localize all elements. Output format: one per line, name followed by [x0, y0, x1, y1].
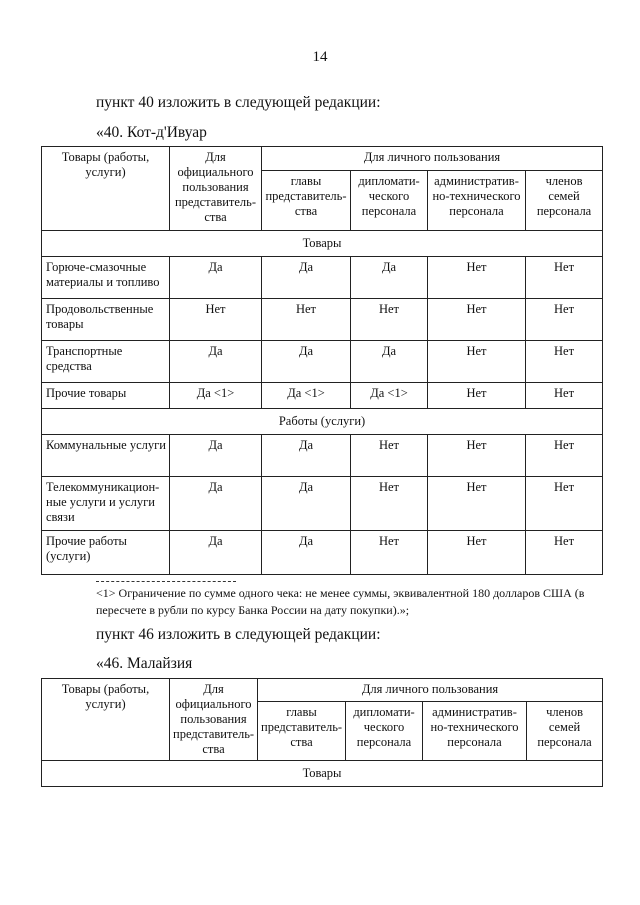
header-goods: Товары (работы, услуги): [42, 679, 170, 761]
header-diplomatic-staff: дипломати-ческого персонала: [346, 702, 423, 761]
cell-diplomatic: Нет: [351, 435, 428, 477]
section-works: Работы (услуги): [42, 409, 603, 435]
row-label: Транспортные средства: [42, 341, 170, 383]
cell-admin: Нет: [428, 257, 526, 299]
cell-head: Да: [262, 477, 351, 531]
cell-family: Нет: [526, 477, 603, 531]
table-row: [42, 341, 603, 383]
cell-head: Да: [262, 257, 351, 299]
cell-diplomatic: Нет: [351, 477, 428, 531]
cell-family: Нет: [526, 299, 603, 341]
country-heading-46: «46. Малайзия: [96, 655, 193, 672]
page-number: 14: [312, 49, 328, 65]
cell-head: Да: [262, 531, 351, 575]
row-label: Прочие работы (услуги): [42, 531, 170, 575]
cell-family: Нет: [526, 435, 603, 477]
footnote: <1> Ограничение по сумме одного чека: не менее суммы, эквивалентной 180 долларов США (в пересчете в рубли по курсу Банка России на дату покупки).»;: [96, 586, 585, 617]
row-label: Прочие товары: [42, 383, 170, 409]
section-goods: Товары: [42, 231, 603, 257]
cell-family: Нет: [526, 341, 603, 383]
cell-diplomatic: Да <1>: [351, 383, 428, 409]
cell-head: Нет: [262, 299, 351, 341]
header-official-use: Для официального пользования представитель-ства: [170, 147, 262, 231]
cell-official: Да: [170, 257, 262, 299]
cell-official: Да: [170, 341, 262, 383]
cell-family: Нет: [526, 383, 603, 409]
row-label: Телекоммуникацион-ные услуги и услуги связи: [42, 477, 170, 531]
cell-diplomatic: Да: [351, 257, 428, 299]
cell-admin: Нет: [428, 435, 526, 477]
header-admin-staff: административ-но-технического персонала: [423, 702, 527, 761]
header-family-members: членов семей персонала: [527, 702, 603, 761]
amendment-intro-40: пункт 40 изложить в следующей редакции:: [96, 94, 381, 111]
cell-official: Да: [170, 435, 262, 477]
cell-diplomatic: Нет: [351, 299, 428, 341]
row-label: Горюче-смазочные материалы и топливо: [42, 257, 170, 299]
footnote-separator: [96, 581, 236, 582]
cell-official: Да <1>: [170, 383, 262, 409]
cell-diplomatic: Да: [351, 341, 428, 383]
row-label: Коммунальные услуги: [42, 435, 170, 477]
table-row: [42, 383, 603, 409]
header-admin-staff: административ-но-технического персонала: [428, 171, 526, 231]
header-head-of-mission: главы представитель-ства: [262, 171, 351, 231]
country-heading-40: «40. Кот-д'Ивуар: [96, 124, 207, 141]
table-row: [42, 477, 603, 531]
cell-head: Да <1>: [262, 383, 351, 409]
cell-admin: Нет: [428, 477, 526, 531]
cell-admin: Нет: [428, 383, 526, 409]
amendment-intro-46: пункт 46 изложить в следующей редакции:: [96, 626, 381, 643]
cell-head: Да: [262, 435, 351, 477]
cell-head: Да: [262, 341, 351, 383]
table-row: [42, 299, 603, 341]
cell-diplomatic: Нет: [351, 531, 428, 575]
header-goods: Товары (работы, услуги): [42, 147, 170, 231]
cell-official: Да: [170, 531, 262, 575]
cell-family: Нет: [526, 531, 603, 575]
table-row: [42, 531, 603, 575]
cell-official: Да: [170, 477, 262, 531]
row-label: Продовольственные товары: [42, 299, 170, 341]
cell-family: Нет: [526, 257, 603, 299]
header-head-of-mission: главы представитель-ства: [258, 702, 346, 761]
header-diplomatic-staff: дипломати-ческого персонала: [351, 171, 428, 231]
cell-admin: Нет: [428, 341, 526, 383]
header-family-members: членов семей персонала: [526, 171, 603, 231]
header-official-use: Для официального пользования представитель-ства: [170, 679, 258, 761]
section-goods: Товары: [42, 761, 603, 787]
header-personal-use: Для личного пользования: [262, 147, 603, 171]
table-row: [42, 435, 603, 477]
privileges-table-cote-divoire: [41, 146, 603, 575]
header-personal-use: Для личного пользования: [258, 679, 603, 702]
cell-official: Нет: [170, 299, 262, 341]
privileges-table-malaysia: [41, 678, 603, 787]
cell-admin: Нет: [428, 531, 526, 575]
table-row: [42, 257, 603, 299]
cell-admin: Нет: [428, 299, 526, 341]
